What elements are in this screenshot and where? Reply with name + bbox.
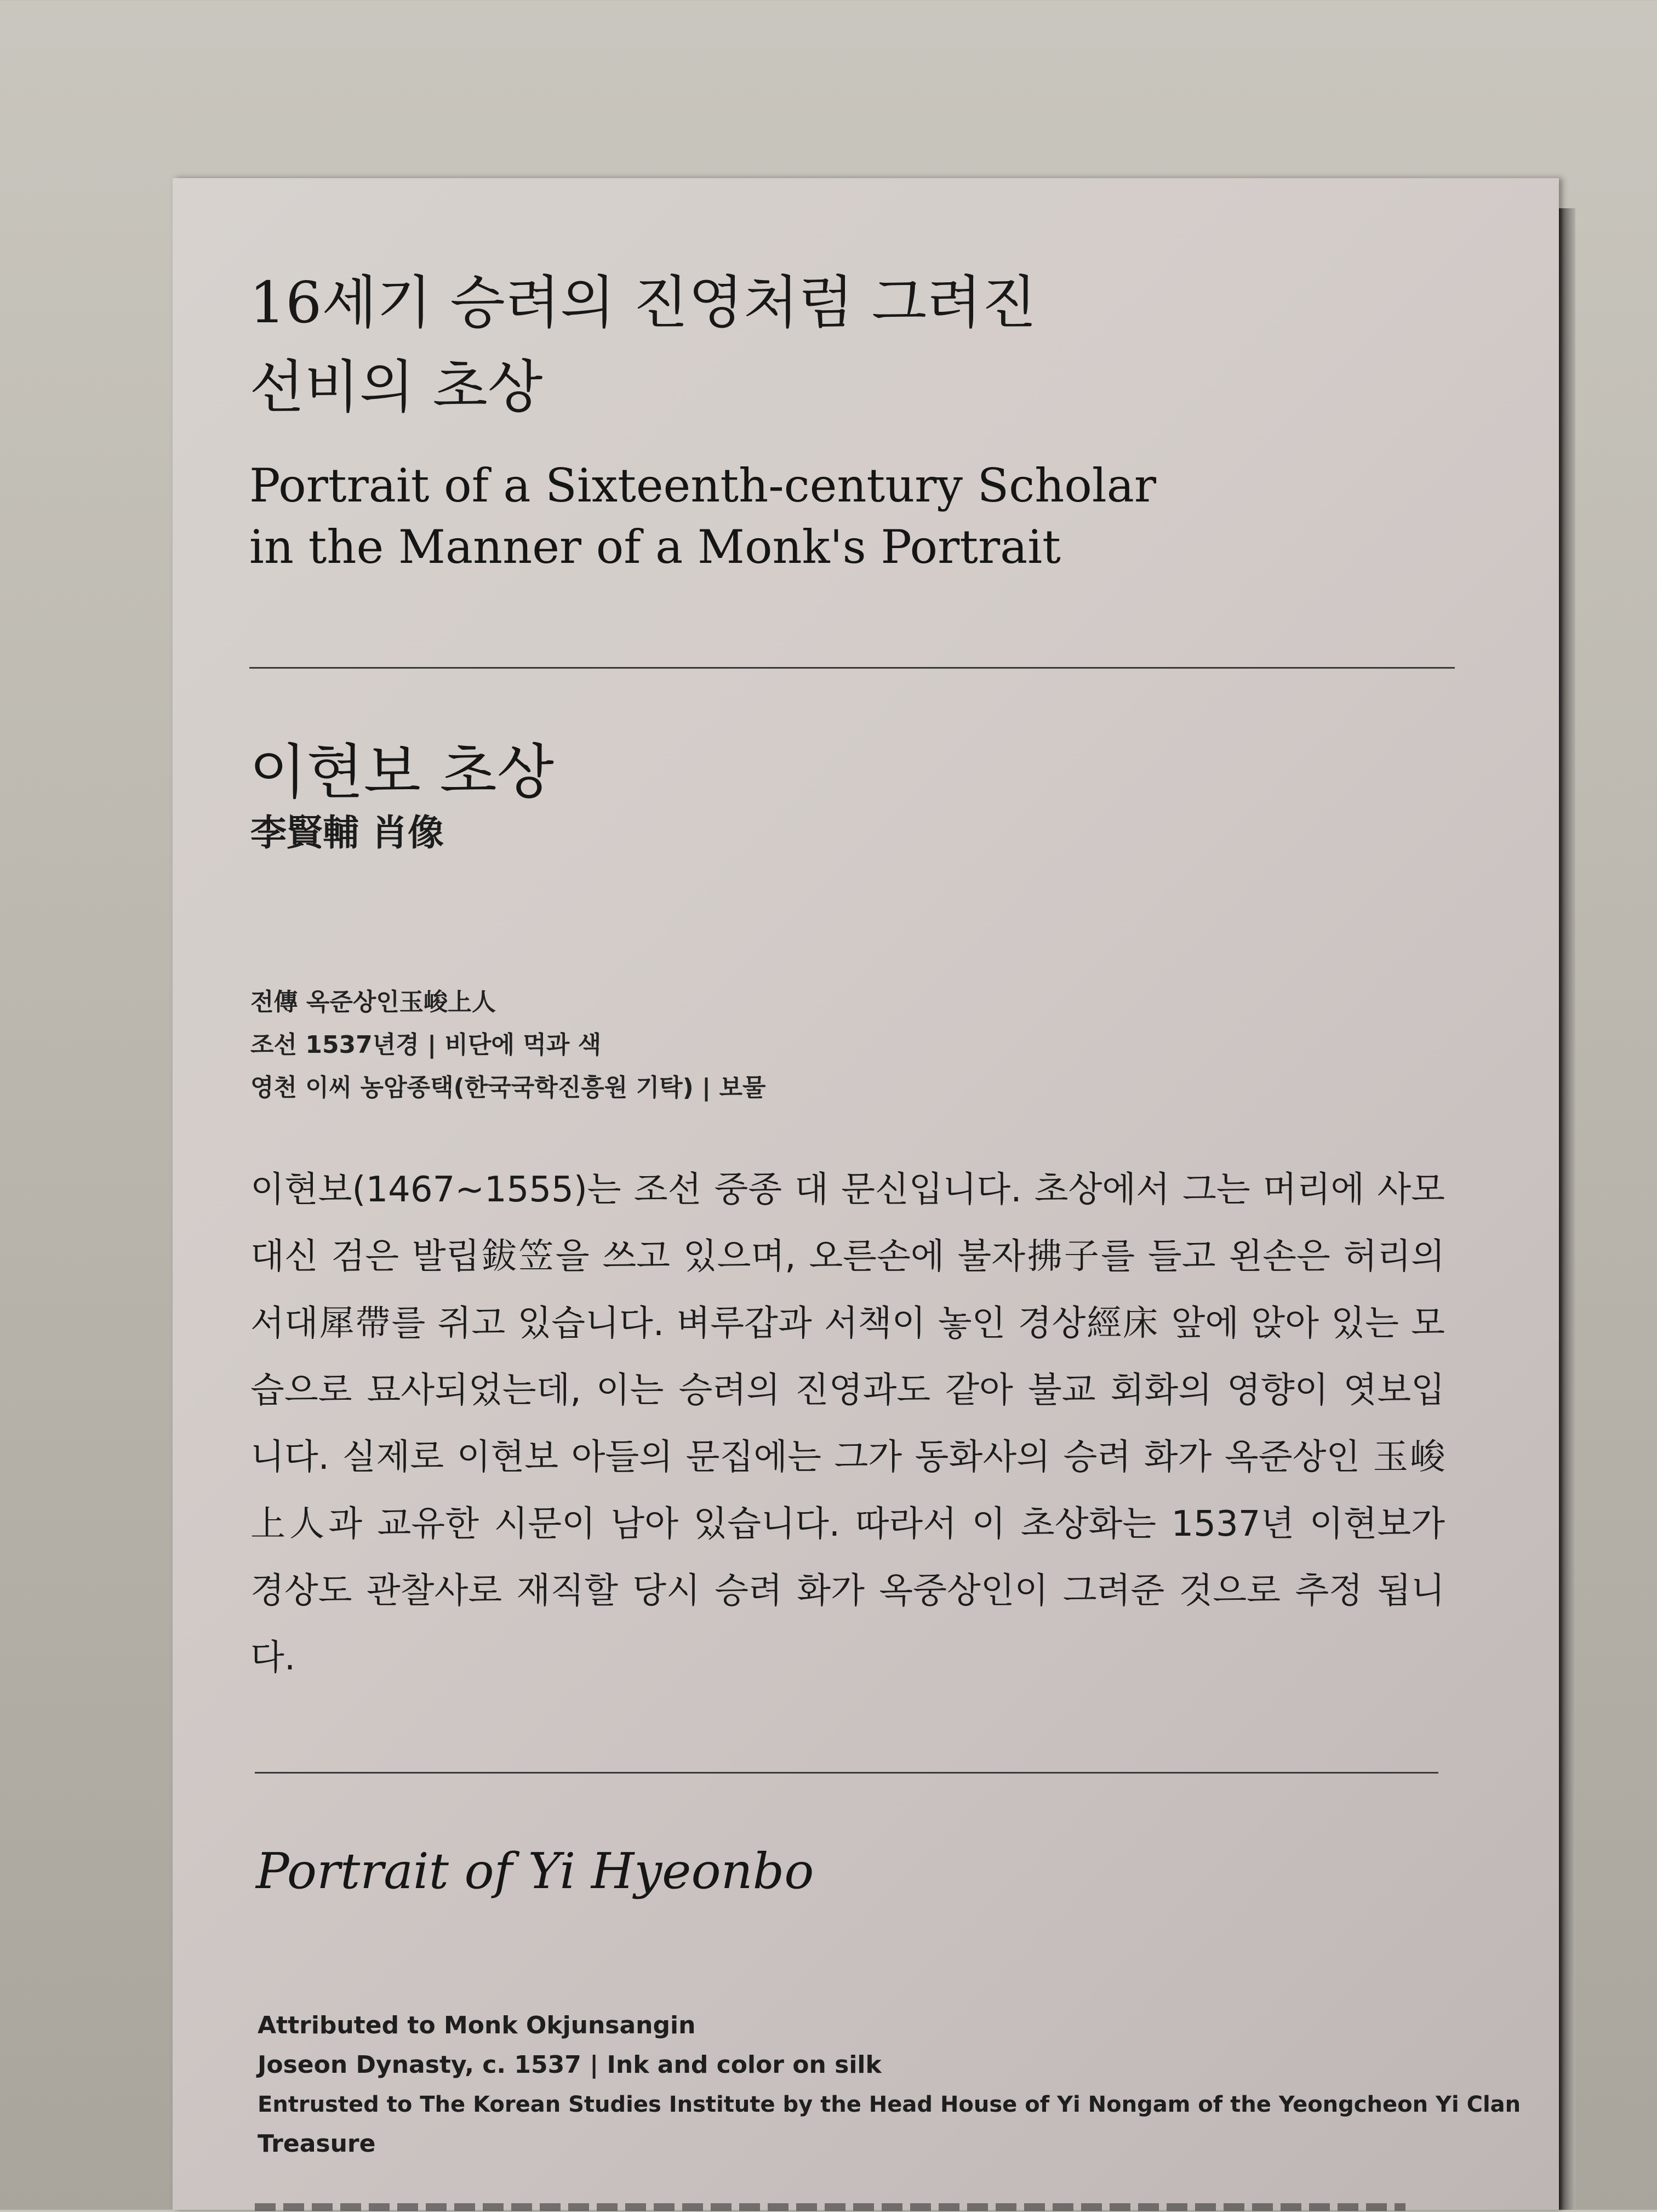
korean-meta-collection: 영천 이씨 농암종택(한국국학진흥원 기탁) | 보물 [250, 1074, 766, 1102]
korean-description-text: 이현보(1467~1555)는 조선 중종 대 문신입니다. 초상에서 그는 머리에 사모 대신 검은 발립鈸笠을 쓰고 있으며, 오른손에 불자拂子를 들고 왼손은 허리의 서대犀帶를 쥐고 있습니다. 벼루갑과 서책이 놓인 경상經床 앞에 앉아 있는 모습으로 묘사되었는데, 이는 승려의 진영과도 같아 불교 회화의 영향이 엿보입니다. 실제로 이현보 아들의 문집에는 그가 동화사의 승려 화가 옥준상인 玉峻上人과 교유한 시문이 남아 있습니다. 따라서 이 초상화는 1537년 이현보가 경상도 관찰사로 재직할 당시 승려 화가 옥중상인이 그려준 것으로 추정 됩니다. [250, 1170, 1445, 1678]
english-meta-collection: Entrusted to The Korean Studies Institute by the Head House of Yi Nongam of the Yeongcheon Yi Clan [258, 2092, 1521, 2117]
english-metadata [258, 2006, 1521, 2164]
korean-title [249, 260, 1037, 429]
korean-metadata [250, 981, 765, 1109]
korean-meta-attribution: 전傳 옥준상인玉峻上人 [250, 988, 496, 1016]
placard-edge-shadow [1559, 208, 1575, 2210]
korean-meta-date-medium: 조선 1537년경 | 비단에 먹과 색 [250, 1031, 602, 1059]
museum-label-placard [173, 178, 1559, 2210]
english-meta-designation: Treasure [258, 2130, 376, 2158]
korean-title-line-1: 16세기 승려의 진영처럼 그려진 [249, 269, 1037, 336]
english-title-line-1: Portrait of a Sixteenth-century Scholar [249, 459, 1156, 512]
english-artwork-title: Portrait of Yi Hyeonbo [256, 1843, 814, 1900]
cropped-text-line [255, 2203, 1405, 2212]
english-meta-date-medium: Joseon Dynasty, c. 1537 | Ink and color on silk [258, 2051, 882, 2079]
english-title [249, 455, 1156, 578]
english-title-line-2: in the Manner of a Monk's Portrait [249, 520, 1061, 574]
divider-bottom [255, 1772, 1438, 1774]
korean-title-line-2: 선비의 초상 [249, 354, 543, 420]
artwork-name-hanja: 李賢輔 肖像 [250, 812, 444, 854]
divider-top [249, 667, 1455, 669]
english-meta-attribution: Attributed to Monk Okjunsangin [258, 2011, 696, 2039]
artwork-name-korean: 이현보 초상 [249, 738, 554, 807]
korean-description [250, 1156, 1445, 1691]
